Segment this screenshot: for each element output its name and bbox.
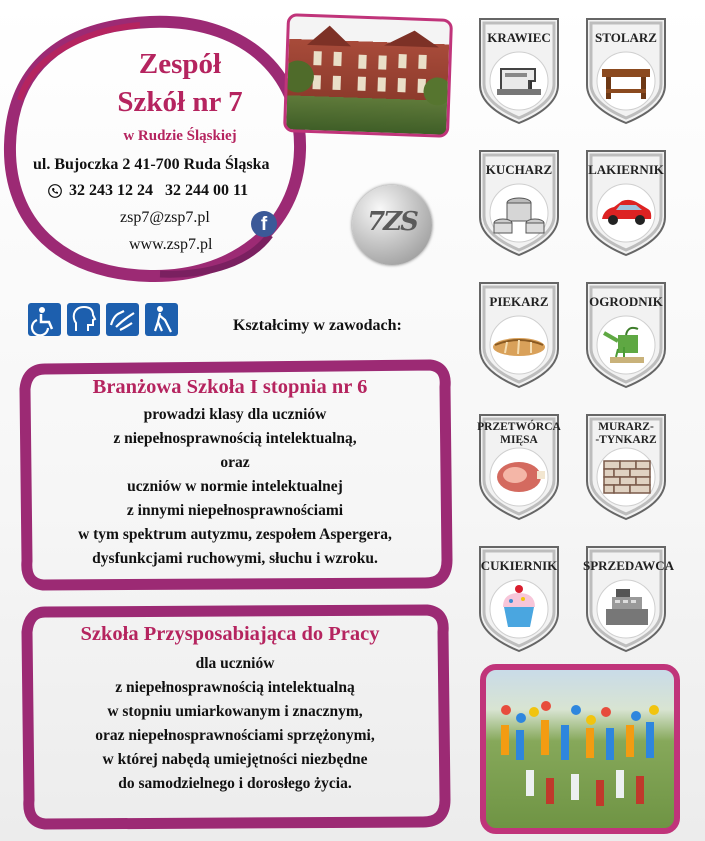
school1-line: z niepełnosprawnością intelektualną,	[113, 430, 357, 447]
facebook-icon[interactable]	[251, 211, 277, 237]
profession-label: KRAWIEC	[487, 30, 551, 45]
school2-line: z niepełnosprawnością intelektualną	[115, 679, 355, 696]
profession-shield	[476, 411, 562, 523]
profession-shield	[476, 147, 562, 259]
school2-line: oraz niepełnosprawnościami sprzężonymi,	[95, 727, 375, 744]
cognitive-disability-icon	[67, 303, 100, 336]
school1-description	[30, 403, 440, 571]
email-address[interactable]: zsp7@zsp7.pl	[120, 209, 210, 226]
workbench-icon	[596, 51, 656, 111]
blind-person-icon	[145, 303, 178, 336]
phone-numbers: 32 243 12 24 32 244 00 11	[69, 182, 249, 199]
brick-wall-icon	[596, 447, 656, 507]
profession-shield	[476, 15, 562, 127]
sign-language-icon	[106, 303, 139, 336]
ham-icon	[489, 447, 549, 507]
watering-can-icon	[596, 315, 656, 375]
school-location: w Rudzie Śląskiej	[123, 128, 237, 144]
school2-title: Szkoła Przysposabiająca do Pracy	[80, 623, 380, 645]
school-name-line2: Szkół nr 7	[117, 86, 243, 118]
school1-line: oraz	[220, 454, 250, 471]
profession-shield	[583, 279, 669, 391]
school-address: ul. Bujoczka 2 41-700 Ruda Śląska	[33, 156, 270, 173]
school-logo	[352, 185, 432, 265]
profession-label: SPRZEDAWCA	[583, 558, 675, 573]
wheelchair-icon	[28, 303, 61, 336]
cooking-pots-icon	[489, 183, 549, 243]
school1-line: w tym spektrum autyzmu, zespołem Aspergera,	[78, 526, 392, 543]
car-icon	[596, 183, 656, 243]
phone-icon	[48, 183, 62, 197]
cupcake-icon	[489, 579, 549, 639]
school-building-photo	[283, 13, 453, 138]
profession-label: LAKIERNIK	[588, 162, 664, 177]
school1-line: uczniów w normie intelektualnej	[127, 478, 343, 495]
school1-line: dysfunkcjami ruchowymi, słuchu i wzroku.	[92, 550, 378, 567]
profession-label: OGRODNIK	[589, 294, 663, 309]
profession-shield	[476, 543, 562, 655]
profession-label: PIEKARZ	[489, 294, 549, 309]
school1-title: Branżowa Szkoła I stopnia nr 6	[92, 376, 368, 398]
sewing-machine-icon	[489, 51, 549, 111]
professions-heading: Kształcimy w zawodach:	[233, 317, 402, 334]
profession-label: STOLARZ	[595, 30, 657, 45]
profession-shield	[476, 279, 562, 391]
profession-shield	[583, 147, 669, 259]
school1-line: z innymi niepełnosprawnościami	[126, 502, 344, 519]
school2-description	[30, 652, 440, 796]
school2-line: dla uczniów	[195, 655, 275, 672]
cash-register-icon	[596, 579, 656, 639]
school-name-line1: Zespół	[138, 48, 222, 80]
profession-shield	[583, 543, 675, 655]
group-photo	[480, 664, 680, 834]
profession-label: PRZETWÓRCA MIĘSA	[477, 421, 561, 446]
bread-icon	[489, 315, 549, 375]
school2-line: w której nabędą umiejętności niezbędne	[102, 751, 368, 768]
profession-label: CUKIERNIK	[480, 558, 558, 573]
profession-shield	[583, 411, 669, 523]
school2-line: do samodzielnego i dorosłego życia.	[118, 775, 352, 792]
facebook-letter: f	[260, 214, 268, 235]
website-address[interactable]: www.zsp7.pl	[129, 236, 213, 253]
profession-shield	[583, 15, 669, 127]
profession-label: MURARZ- -TYNKARZ	[595, 421, 657, 446]
school2-line: w stopniu umiarkowanym i znacznym,	[107, 703, 363, 720]
profession-label: KUCHARZ	[485, 162, 553, 177]
school1-line: prowadzi klasy dla uczniów	[143, 406, 327, 423]
school-logo-text: 7ZS	[367, 207, 417, 237]
